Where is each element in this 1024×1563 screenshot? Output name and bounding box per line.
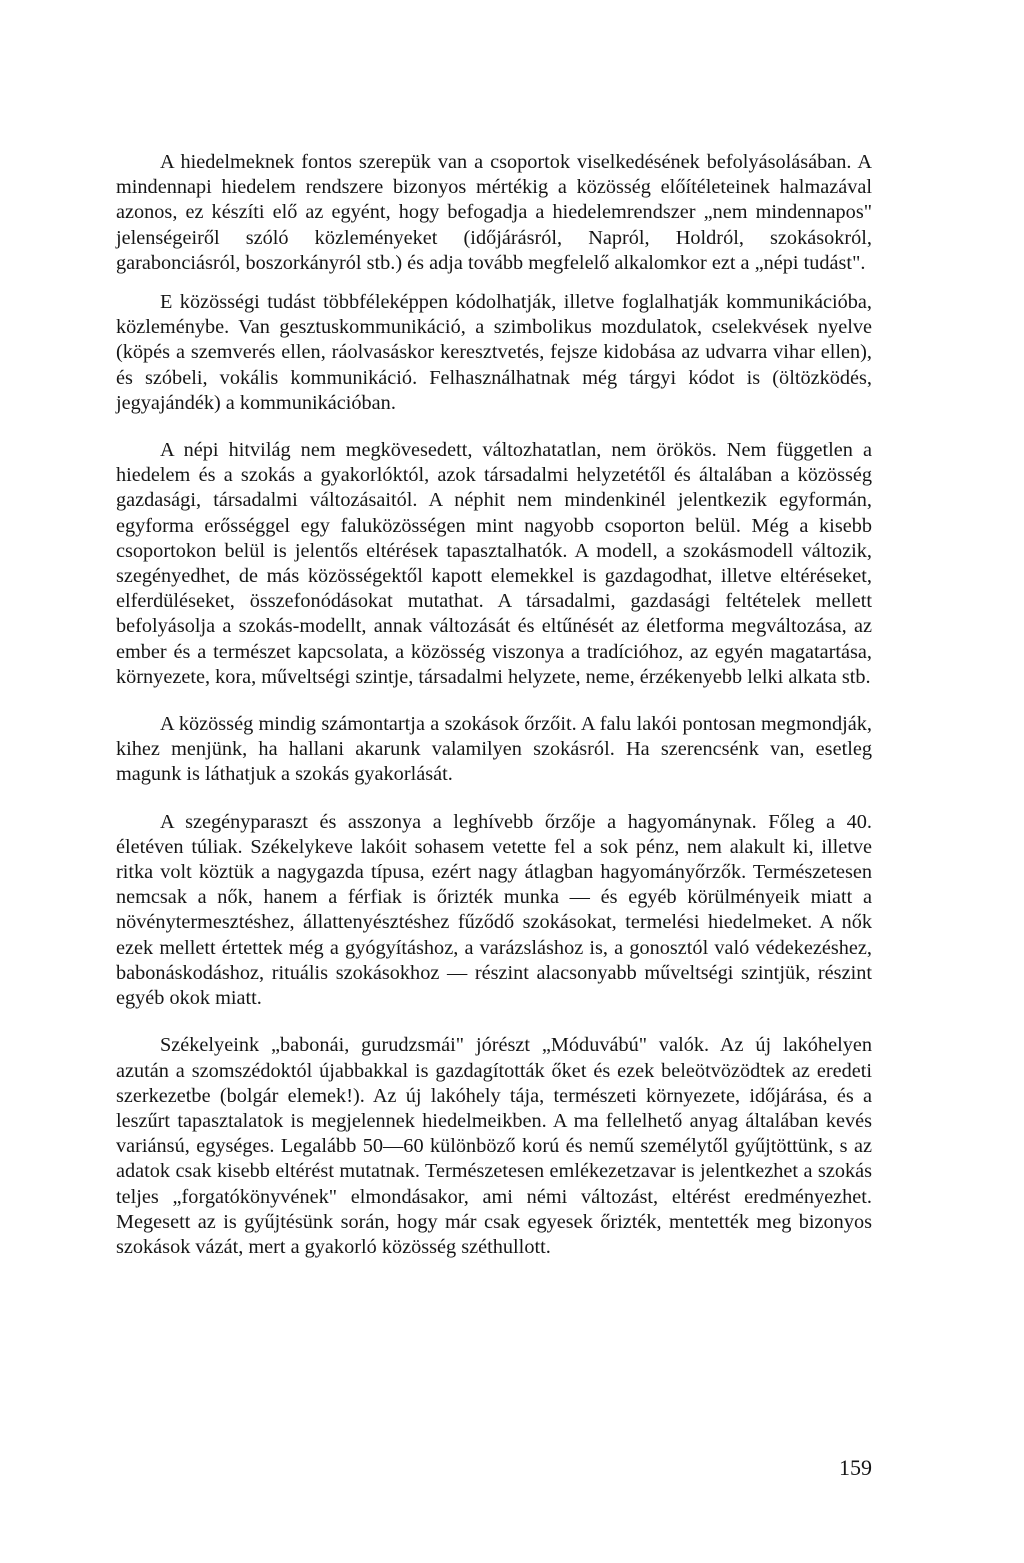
paragraph-2: E közösségi tudást többféleképpen kódolhatják, illetve foglalhatják kommunikációba, közleménybe. Van gesztuskommunikáció, a szimbolikus mozdulatok, cselekvések nyelve (köpés a szemverés ellen, ráolvasáskor keresztvetés, fejsze kidobása az udvarra vihar ellen), és szóbeli, vokális kommunikáció. Felhasználhatnak még tárgyi kódot is (öltözködés, jegyajándék) a kommunikációban.	[116, 291, 872, 414]
paragraph-4: A közösség mindig számontartja a szokások őrzőit. A falu lakói pontosan megmondják, kihez menjünk, ha hallani akarunk valamilyen szokásról. Ha szerencsénk van, esetleg magunk is láthatjuk a szokás gyakorlását.	[116, 713, 872, 786]
paragraph-6: Székelyeink „babonái, gurudzsmái" jórészt „Móduvábú" valók. Az új lakóhelyen azután a szomszédoktól újabbakkal is gazdagították őket és ezek beleötvözödtek az eredeti szerkezetbe (bolgár elemek!). Az új lakóhely tája, természeti környezete, időjárása, és a leszűrt tapasztalatok is megjelennek hiedelmeikben. A ma fellelhető anyag általában kevés variánsú, egységes. Legalább 50—60 különböző korú és nemű személytől gyűjtöttünk, s az adatok csak kisebb eltérést mutatnak. Természetesen emlékezetzavar is jelentkezhet a szokás teljes „forgatókönyvének" elmondásakor, ami némi változást, eltérést eredményezhet. Megesett az is gyűjtésünk során, hogy már csak egyesek őrizték, mentették meg bizonyos szokások vázát, mert a gyakorló közösség széthullott.	[116, 1034, 872, 1258]
page-body	[116, 150, 872, 1260]
paragraph-1: A hiedelmeknek fontos szerepük van a csoportok viselkedésének befolyásolásában. A mindennapi hiedelem rendszere bizonyos mértékig a közösség előítéleteinek halmazával azonos, ez készíti elő az egyént, hogy befogadja a hiedelemrendszer „nem mindennapos" jelenségeiről szóló közleményeket (időjárásról, Napról, Holdról, szokásokról, garabonciásról, boszorkányról stb.) és adja tovább megfelelő alkalomkor ezt a „népi tudást".	[116, 151, 872, 274]
paragraph-3: A népi hitvilág nem megkövesedett, változhatatlan, nem örökös. Nem független a hiedelem és a szokás a gyakorlóktól, azok társadalmi helyzetétől és általában a közösség gazdasági, társadalmi változásaitól. A néphit nem mindenkinél jelentkezik egyformán, egyforma erősséggel egy faluközösségen mint nagyobb csoporton belül. Még a kisebb csoportokon belül is jelentős eltérések tapasztalhatók. A modell, a szokásmodell változik, szegényedhet, de más közösségektől kapott elemekkel is gazdagodhat, illetve eltéréseket, elferdüléseket, összefonódásokat mutathat. A társadalmi, gazdasági feltételek mellett befolyásolja a szokás-modellt, annak változását és eltűnését az életforma megváltozása, az ember és a természet kapcsolata, a közösség viszonya a tradícióhoz, az egyén magatartása, környezete, kora, műveltségi szintje, társadalmi helyzete, neme, érzékenyebb lelki alkata stb.	[116, 439, 872, 688]
paragraph-5: A szegényparaszt és asszonya a leghívebb őrzője a hagyománynak. Főleg a 40. életéven túliak. Székelykeve lakóit sohasem vetette fel a sok pénz, nem alakult ki, illetve ritka volt köztük a nagygazda típusa, ezért nagy átlagban hagyományőrzők. Természetesen nemcsak a nők, hanem a férfiak is őrizték munka — és egyéb körülményeik miatt a növénytermesztéshez, állattenyésztéshez fűződő szokásokat, termelési hiedelmeket. A nők ezek mellett értettek még a gyógyításhoz, a varázsláshoz is, a gonosztól való védekezéshez, babonáskodáshoz, rituális szokásokhoz — részint alacsonyabb műveltségi szintjük, részint egyéb okok miatt.	[116, 810, 872, 1010]
page-number: 159	[839, 1455, 872, 1480]
